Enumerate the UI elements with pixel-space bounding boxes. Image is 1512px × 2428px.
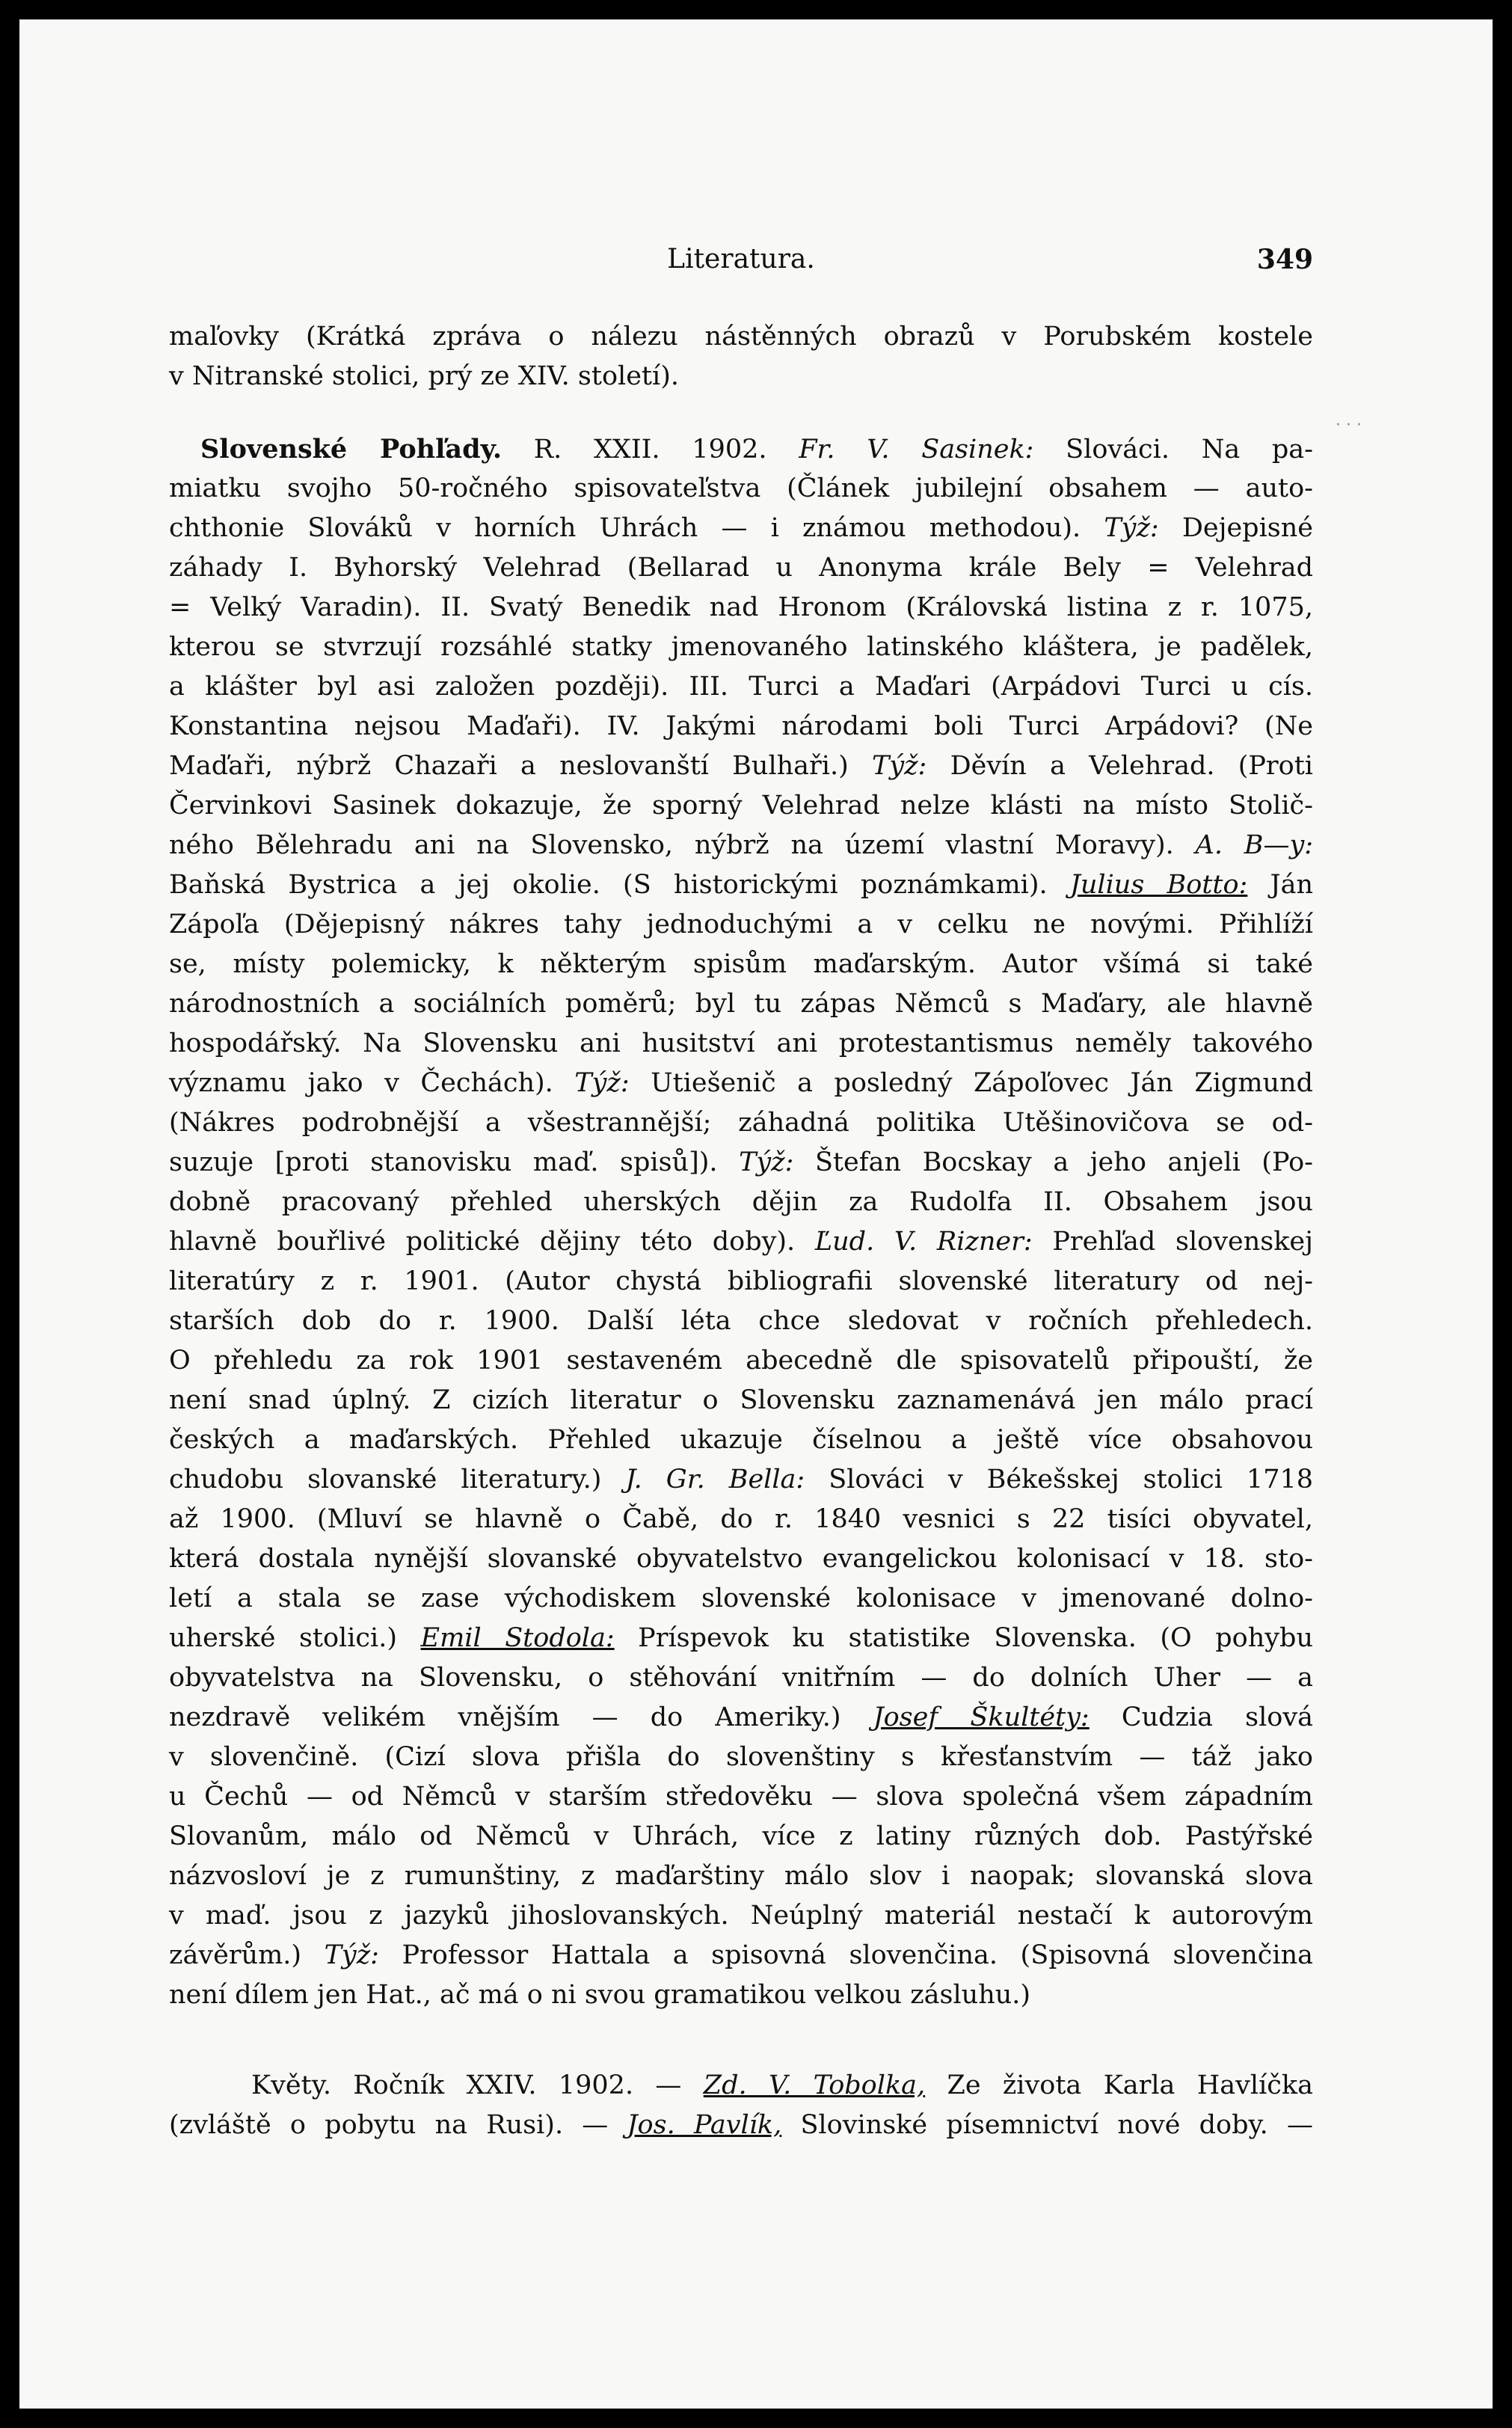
text-line: Konstantina nejsou Maďaři). IV. Jakými národami boli Turci Arpádovi? (Ne — [169, 711, 1313, 741]
author-name: Fr. V. Sasinek: — [799, 435, 1034, 465]
text-line: letí a stala se zase východiskem slovenské kolonisace v jmenované dolno- — [169, 1584, 1313, 1613]
text-line: Maďaři, nýbrž Chazaři a neslovanští Bulhaři.) Týž: Děvín a Velehrad. (Proti — [169, 751, 1313, 781]
text-line: starších dob do r. 1900. Další léta chce sledovat v ročních přehledech. — [169, 1306, 1313, 1336]
text-line: miatku svojho 50-ročného spisovateľstva (Článek jubilejní obsahem — auto- — [169, 473, 1313, 503]
author-name: Ľud. V. Rizner: — [814, 1227, 1033, 1257]
text-line: (Nákres podrobnější a všestrannější; záhadná politika Utěšinovičova se od- — [169, 1108, 1313, 1138]
text-line: hospodářský. Na Slovensku ani husitství ani protestantismus neměly takového — [169, 1028, 1313, 1058]
text-line: v Nitranské stolici, prý ze XIV. století). — [169, 361, 679, 391]
text-line: Květy. Ročník XXIV. 1902. — Zd. V. Tobolka, Ze života Karla Havlíčka — [251, 2070, 1313, 2100]
text-line: až 1900. (Mluví se hlavně o Čabě, do r. 1840 vesnici s 22 tisíci obyvatel, — [169, 1504, 1313, 1534]
page-number: 349 — [1256, 244, 1313, 275]
author-name: Julius Botto: — [1069, 870, 1248, 900]
text-line: v maď. jsou z jazyků jihoslovanských. Neúplný materiál nestačí k autorovým — [169, 1901, 1313, 1931]
author-name: Zd. V. Tobolka, — [703, 2070, 926, 2100]
author-name: Týž: — [324, 1940, 379, 1970]
text-line: Slovanům, málo od Němců v Uhrách, více z latiny různých dob. Pastýřské — [169, 1821, 1313, 1851]
author-name: Emil Stodola: — [420, 1623, 615, 1653]
text-line: českých a maďarských. Přehled ukazuje číselnou a ještě více obsahovou — [169, 1425, 1313, 1455]
running-header — [169, 244, 1313, 281]
author-name: Týž: — [871, 751, 927, 781]
text-line: (zvláště o pobytu na Rusi). — Jos. Pavlík, Slovinské písemnictví nové doby. — — [169, 2110, 1313, 2140]
body-text — [169, 317, 1313, 2145]
text-line: chudobu slovanské literatury.) J. Gr. Bella: Slováci v Békešskej stolici 1718 — [169, 1465, 1313, 1494]
text-line: záhady I. Byhorský Velehrad (Bellarad u Anonyma krále Bely = Velehrad — [169, 553, 1313, 583]
text-line: a klášter byl asi založen později). III. Turci a Maďari (Arpádovi Turci u cís. — [169, 672, 1313, 702]
author-name: Jos. Pavlík, — [627, 2110, 782, 2140]
text-line: ného Bělehradu ani na Slovensko, nýbrž na území vlastní Moravy). A. B—y: — [169, 830, 1314, 860]
text-line: se, místy polemicky, k některým spisům maďarským. Autor všímá si také — [169, 949, 1313, 979]
author-name: Týž: — [1104, 513, 1159, 543]
author-name: A. B—y: — [1195, 830, 1314, 860]
author-name: Týž: — [574, 1068, 630, 1098]
text-line: Slovenské Pohľady. R. XXII. 1902. Fr. V. Sasinek: Slováci. Na pa- — [200, 434, 1313, 465]
page — [19, 19, 1493, 2409]
text-line: významu jako v Čechách). Týž: Utiešenič a posledný Zápoľovec Ján Zigmund — [169, 1068, 1313, 1098]
text-line: literatúry z r. 1901. (Autor chystá bibliografii slovenské literatury od nej- — [169, 1266, 1313, 1296]
text-line: suzuje [proti stanovisku maď. spisů]). Týž: Štefan Bocskay a jeho anjeli (Po- — [169, 1147, 1313, 1177]
text-line: závěrům.) Týž: Professor Hattala a spisovná slovenčina. (Spisovná slovenčina — [169, 1940, 1313, 1970]
author-name: Josef Škultéty: — [873, 1702, 1090, 1732]
text-line: nezdravě velikém vnějším — do Ameriky.) Josef Škultéty: Cudzia slová — [169, 1702, 1313, 1732]
text-line: Baňská Bystrica a jej okolie. (S historickými poznámkami). Julius Botto: Ján — [169, 870, 1313, 900]
text-line: u Čechů — od Němců v starším středověku — slova společná všem západním — [169, 1782, 1313, 1812]
text-line: dobně pracovaný přehled uherských dějin za Rudolfa II. Obsahem jsou — [169, 1187, 1313, 1217]
margin-note: · · · — [1336, 416, 1362, 435]
text-line: názvosloví je z rumunštiny, z maďarštiny málo slov i naopak; slovanská slova — [169, 1861, 1313, 1891]
text-line: = Velký Varadin). II. Svatý Benedik nad Hronom (Královská listina z r. 1075, — [169, 592, 1313, 622]
text-line: maľovky (Krátká zpráva o nálezu nástěnných obrazů v Porubském kostele — [169, 322, 1313, 352]
journal-title: Květy. — [251, 2070, 331, 2100]
text-line: kterou se stvrzují rozsáhlé statky jmenovaného latinského kláštera, je padělek, — [169, 632, 1313, 662]
text-line: O přehledu za rok 1901 sestaveném abecedně dle spisovatelů připouští, že — [169, 1346, 1313, 1376]
text-line: není dílem jen Hat., ač má o ni svou gramatikou velkou zásluhu.) — [169, 1980, 1031, 2010]
text-line: hlavně bouřlivé politické dějiny této doby). Ľud. V. Rizner: Prehľad slovenskej — [169, 1227, 1313, 1257]
text-line: která dostala nynější slovanské obyvatelstvo evangelickou kolonisací v 18. sto- — [169, 1544, 1313, 1574]
text-line: Červinkovi Sasinek dokazuje, že sporný Velehrad nelze klásti na místo Stolič- — [169, 791, 1313, 821]
text-line: národnostních a sociálních poměrů; byl tu zápas Němců s Maďary, ale hlavně — [169, 989, 1313, 1019]
text-line: obyvatelstva na Slovensku, o stěhování vnitřním — do dolních Uher — a — [169, 1663, 1313, 1693]
text-line: uherské stolici.) Emil Stodola: Príspevok ku statistike Slovenska. (O pohybu — [169, 1623, 1314, 1653]
journal-title: Slovenské Pohľady. — [200, 434, 503, 465]
author-name: Týž: — [739, 1147, 794, 1177]
text-line: není snad úplný. Z cizích literatur o Slovensku zaznamenává jen málo prací — [169, 1385, 1313, 1415]
text-line: v slovenčině. (Cizí slova přišla do slovenštiny s křesťanstvím — táž jako — [169, 1742, 1313, 1772]
author-name: J. Gr. Bella: — [625, 1465, 805, 1494]
text-line: Zápoľa (Dějepisný nákres tahy jednoduchými a v celku ne novými. Přihlíží — [169, 910, 1313, 939]
text-line: chthonie Slováků v horních Uhrách — i známou methodou). Týž: Dejepisné — [169, 513, 1313, 543]
running-title: Literatura. — [667, 244, 815, 275]
